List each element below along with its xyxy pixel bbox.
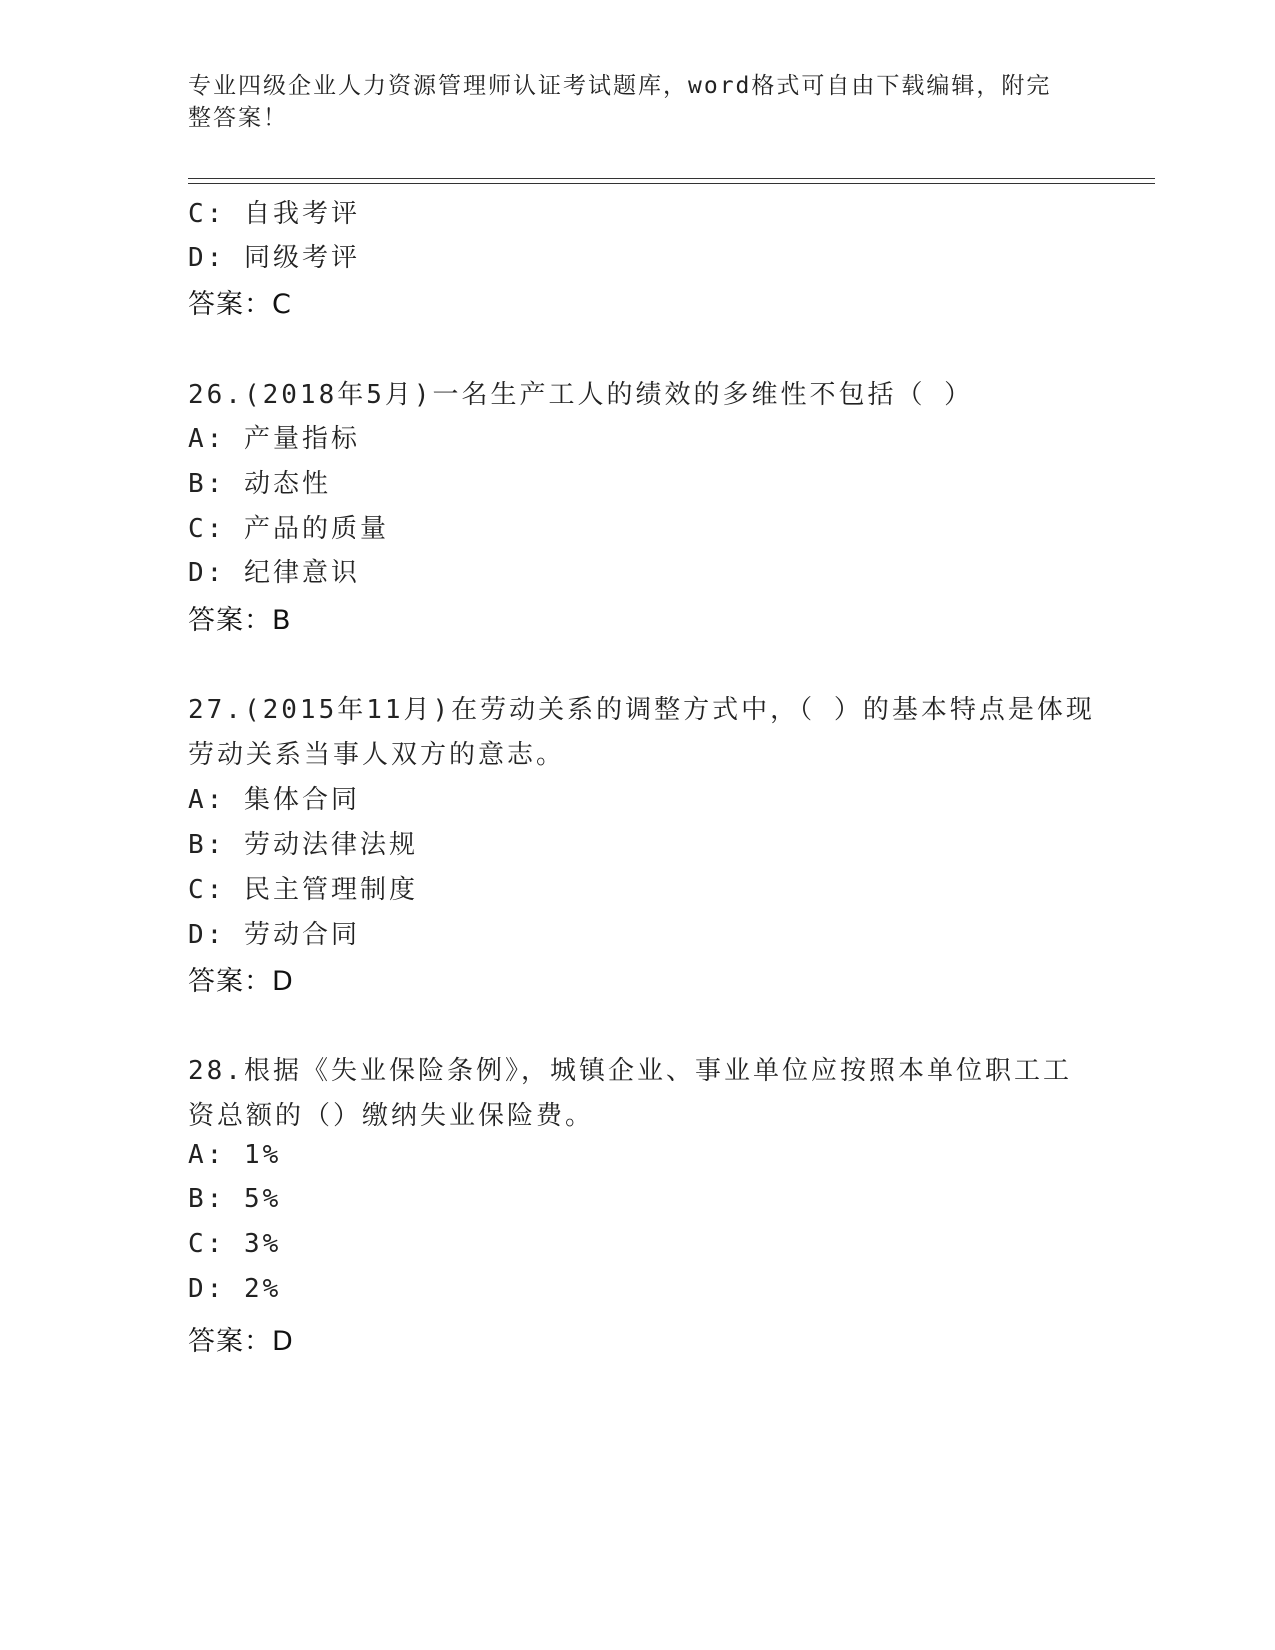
question-stem: 26.(2018年5月)一名生产工人的绩效的多维性不包括（ ） (188, 380, 974, 410)
option-d: D: 纪律意识 (188, 558, 360, 588)
answer-line: 答案：C (188, 289, 292, 320)
question-stem: 27.(2015年11月)在劳动关系的调整方式中，（ ）的基本特点是体现 (188, 695, 1095, 725)
option-d: D: 劳动合同 (188, 920, 360, 950)
question-stem-continued: 劳动关系当事人双方的意志。 (188, 740, 566, 770)
answer-line: 答案：D (188, 966, 294, 997)
option-c: C: 民主管理制度 (188, 875, 418, 905)
option-b: B: 动态性 (188, 469, 331, 499)
page-header: 专业四级企业人力资源管理师认证考试题库，word格式可自由下载编辑，附完整答案！ (188, 73, 1052, 131)
header-divider-top (188, 178, 1155, 179)
option-d: D: 同级考评 (188, 243, 360, 273)
option-b: B: 5% (188, 1184, 282, 1214)
answer-line: 答案：B (188, 605, 292, 636)
option-c: C: 3% (188, 1229, 282, 1259)
header-divider-bottom (188, 183, 1155, 184)
option-d: D: 2% (188, 1274, 282, 1304)
option-a: A: 1% (188, 1140, 282, 1170)
option-c: C: 自我考评 (188, 199, 360, 229)
question-stem: 28.根据《失业保险条例》，城镇企业、事业单位应按照本单位职工工 (188, 1056, 1072, 1086)
option-a: A: 产量指标 (188, 424, 360, 454)
option-b: B: 劳动法律法规 (188, 830, 418, 860)
answer-line: 答案：D (188, 1326, 294, 1357)
question-stem-continued: 资总额的（）缴纳失业保险费。 (188, 1101, 595, 1131)
option-c: C: 产品的质量 (188, 514, 389, 544)
option-a: A: 集体合同 (188, 785, 360, 815)
